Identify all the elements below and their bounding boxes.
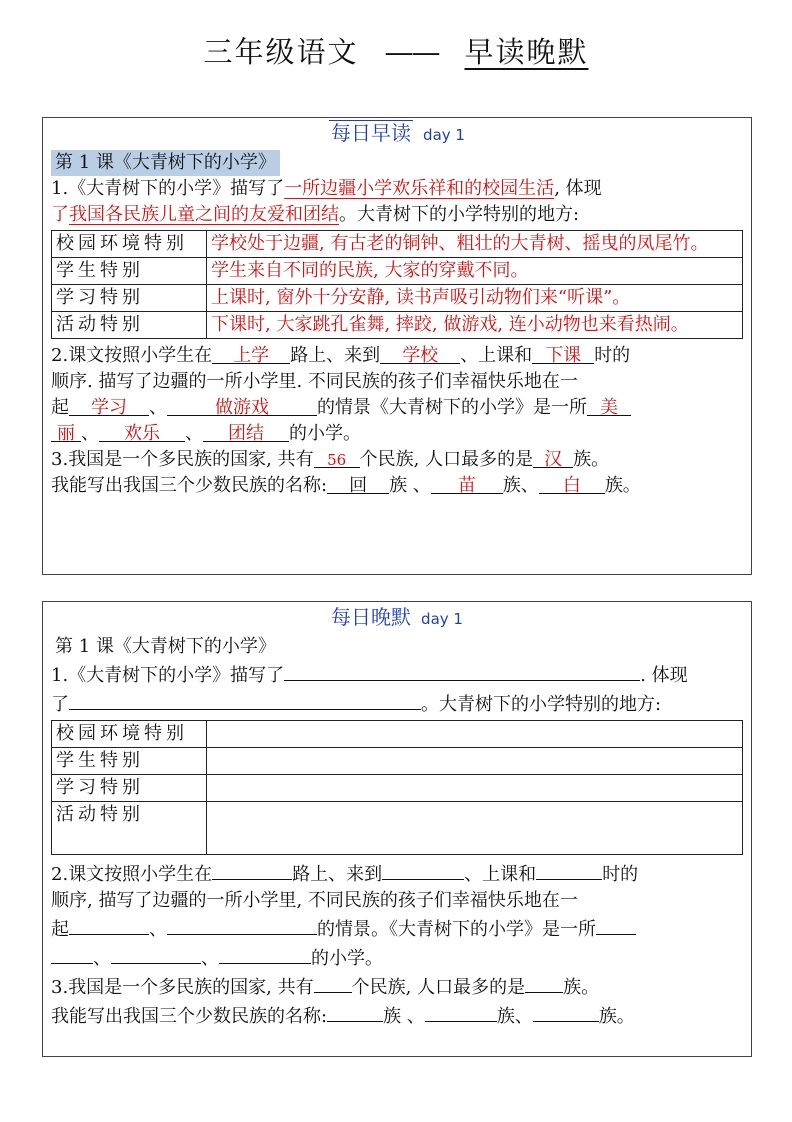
- blank-input[interactable]: [111, 943, 201, 964]
- morning-q1: 1.《大青树下的小学》描写了一所边疆小学欢乐祥和的校园生活, 体现 了我国各民族儿童之间的友爱和团结。大青树下的小学特别的地方:: [51, 178, 602, 225]
- blank-input[interactable]: [533, 1001, 599, 1022]
- answer: 欢乐: [99, 421, 185, 442]
- answer: 苗: [431, 473, 503, 494]
- morning-heading: [51, 118, 743, 150]
- answer: 我国各民族儿童之间的友爱和团结: [69, 204, 339, 225]
- answer: 做游戏: [167, 395, 317, 416]
- table-row: [52, 775, 743, 802]
- answer: 学校: [380, 343, 460, 364]
- row-label: 活动特别: [52, 312, 207, 339]
- answer: 回: [327, 473, 389, 494]
- blank-input[interactable]: [219, 943, 311, 964]
- blank-input[interactable]: [212, 859, 292, 880]
- answer: 白: [539, 473, 605, 494]
- page-title: [0, 30, 792, 71]
- morning-features-table: [51, 230, 743, 339]
- table-row: [52, 258, 743, 285]
- morning-reading-box: [42, 117, 752, 575]
- blank-input[interactable]: [284, 660, 640, 681]
- blank-input[interactable]: [536, 859, 602, 880]
- morning-heading-text: 每日早读: [331, 121, 412, 145]
- morning-lesson-title: 第 1 课《大青树下的小学》: [51, 150, 280, 176]
- row-blank[interactable]: [207, 775, 743, 802]
- table-row: [52, 721, 743, 748]
- blank-input[interactable]: [525, 972, 563, 993]
- blank-input[interactable]: [51, 943, 93, 964]
- row-label: 学习特别: [52, 285, 207, 312]
- row-label: 校园环境特别: [52, 231, 207, 258]
- row-label: 活动特别: [52, 802, 207, 855]
- answer: 56: [314, 447, 360, 468]
- evening-q2: 2.课文按照小学生在 路上、来到 、上课和 时的 顺序, 描写了边疆的一所小学里, 不同民族的孩子们幸福快乐地在一 起 、 的情景。《大青树下的小学》是一所 、 、 的小学。: [51, 859, 743, 972]
- blank-input[interactable]: [327, 1001, 383, 1022]
- evening-q1: 1.《大青树下的小学》描写了 . 体现 了 。大青树下的小学特别的地方:: [51, 660, 743, 718]
- table-row: [52, 802, 743, 855]
- row-value: 学校处于边疆, 有古老的铜钟、粗壮的大青树、摇曳的凤尾竹。: [207, 231, 743, 258]
- evening-heading: [51, 602, 743, 634]
- row-label: 学习特别: [52, 775, 207, 802]
- answer: 团结: [203, 421, 289, 442]
- answer: 一所边疆小学欢乐祥和的校园生活: [284, 178, 555, 199]
- table-row: [52, 231, 743, 258]
- blank-input[interactable]: [596, 914, 636, 935]
- morning-day: day 1: [423, 126, 465, 144]
- evening-dictation-box: [42, 601, 752, 1057]
- blank-input[interactable]: [167, 914, 317, 935]
- row-value: 下课时, 大家跳孔雀舞, 摔跤, 做游戏, 连小动物也来看热闹。: [207, 312, 743, 339]
- row-blank[interactable]: [207, 802, 743, 855]
- blank-input[interactable]: [69, 689, 421, 710]
- evening-q3: 3.我国是一个多民族的国家, 共有 个民族, 人口最多的是 族。 我能写出我国三个少数民族的名称: 族 、 族、 族。: [51, 972, 743, 1030]
- row-label: 学生特别: [52, 258, 207, 285]
- answer: 美: [587, 395, 631, 416]
- title-dash: ——: [384, 35, 439, 69]
- evening-day: day 1: [421, 610, 463, 628]
- morning-q3: 3.我国是一个多民族的国家, 共有 56 个民族, 人口最多的是 汉 族。 我能写出我国三个少数民族的名称: 回 族 、 苗 族、 白 族。: [51, 449, 641, 496]
- evening-lesson-title: 第 1 课《大青树下的小学》: [55, 636, 276, 657]
- table-row: [52, 285, 743, 312]
- answer: 学习: [69, 395, 149, 416]
- row-value: 学生来自不同的民族, 大家的穿戴不同。: [207, 258, 743, 285]
- evening-features-table: [51, 720, 743, 855]
- answer: 丽: [51, 421, 81, 442]
- title-main: 三年级语文: [203, 35, 359, 69]
- row-value: 上课时, 窗外十分安静, 读书声吸引动物们来“听课”。: [207, 285, 743, 312]
- blank-input[interactable]: [314, 972, 352, 993]
- blank-input[interactable]: [69, 914, 149, 935]
- blank-input[interactable]: [382, 859, 464, 880]
- row-blank[interactable]: [207, 748, 743, 775]
- table-row: [52, 312, 743, 339]
- answer: 汉: [533, 447, 573, 468]
- row-blank[interactable]: [207, 721, 743, 748]
- row-label: 校园环境特别: [52, 721, 207, 748]
- answer: 上学: [212, 343, 290, 364]
- table-row: [52, 748, 743, 775]
- evening-heading-text: 每日晚默: [331, 605, 412, 629]
- title-tail: 早读晚默: [464, 35, 589, 69]
- answer: 下课: [532, 343, 594, 364]
- morning-q2: 2.课文按照小学生在 上学 路上、来到 学校 、上课和 下课 时的 顺序. 描写了边疆的一所小学里. 不同民族的孩子们幸福快乐地在一 起 学习 、 做游戏 的情景《大青树下的小学》是一所 美 丽 、 欢乐 、 团结 的小学。: [51, 345, 631, 444]
- blank-input[interactable]: [425, 1001, 497, 1022]
- row-label: 学生特别: [52, 748, 207, 775]
